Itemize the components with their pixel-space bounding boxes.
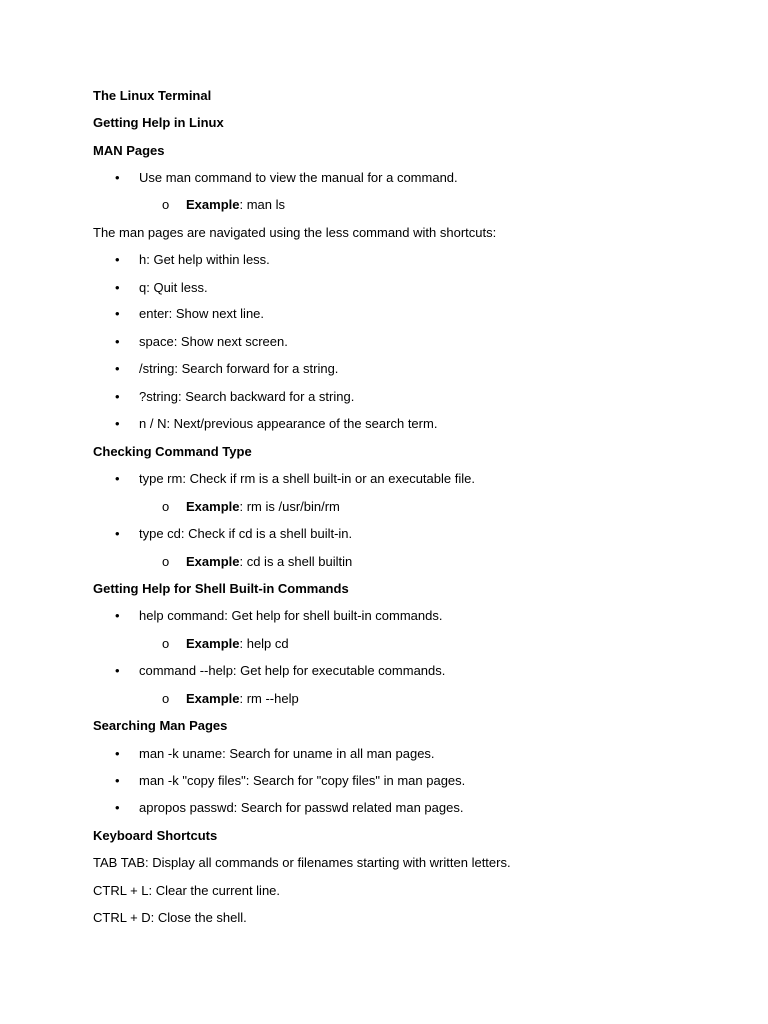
section-heading-search: Searching Man Pages	[93, 718, 228, 733]
list-item-text: q: Quit less.	[139, 280, 208, 295]
section-heading-builtin: Getting Help for Shell Built-in Commands	[93, 581, 349, 596]
list-item-text: Use man command to view the manual for a command.	[139, 170, 458, 185]
bullet-icon: •	[115, 471, 120, 486]
example-label: Example	[186, 691, 240, 706]
list-item-text: h: Get help within less.	[139, 252, 270, 267]
example-text: : cd is a shell builtin	[239, 554, 353, 569]
list-item-text: /string: Search forward for a string.	[139, 361, 339, 376]
bullet-icon: •	[115, 608, 120, 623]
bullet-icon: •	[115, 252, 120, 267]
example-label: Example	[186, 197, 240, 212]
example-text: : rm --help	[239, 691, 299, 706]
bullet-icon: •	[115, 800, 120, 815]
sub-bullet-icon: o	[162, 554, 170, 569]
section-heading-type: Checking Command Type	[93, 444, 252, 459]
list-item-text: space: Show next screen.	[139, 334, 288, 349]
section-heading-help: Getting Help in Linux	[93, 115, 224, 130]
list-item-text: command --help: Get help for executable commands.	[139, 663, 446, 678]
list-item-text: man -k uname: Search for uname in all man pages.	[139, 746, 435, 761]
bullet-icon: •	[115, 416, 120, 431]
bullet-icon: •	[115, 334, 120, 349]
example-label: Example	[186, 499, 240, 514]
list-item-text: n / N: Next/previous appearance of the search term.	[139, 416, 438, 431]
bullet-icon: •	[115, 361, 120, 376]
section-heading-keyboard: Keyboard Shortcuts	[93, 828, 218, 843]
sub-bullet-icon: o	[162, 636, 170, 651]
bullet-icon: •	[115, 663, 120, 678]
bullet-icon: •	[115, 306, 120, 321]
list-item-text: ?string: Search backward for a string.	[139, 389, 355, 404]
list-item-text: apropos passwd: Search for passwd related man pages.	[139, 800, 464, 815]
bullet-icon: •	[115, 170, 120, 185]
paragraph-shortcut: CTRL + L: Clear the current line.	[93, 883, 281, 898]
example-label: Example	[186, 636, 240, 651]
list-item-text: type cd: Check if cd is a shell built-in.	[139, 526, 353, 541]
list-item-text: man -k "copy files": Search for "copy files" in man pages.	[139, 773, 466, 788]
list-item-text: help command: Get help for shell built-in commands.	[139, 608, 443, 623]
bullet-icon: •	[115, 389, 120, 404]
example-text: : help cd	[239, 636, 289, 651]
bullet-icon: •	[115, 746, 120, 761]
bullet-icon: •	[115, 773, 120, 788]
example-text: : man ls	[239, 197, 285, 212]
list-item-text: type rm: Check if rm is a shell built-in or an executable file.	[139, 471, 475, 486]
bullet-icon: •	[115, 526, 120, 541]
section-heading-man: MAN Pages	[93, 143, 165, 158]
example-text: : rm is /usr/bin/rm	[239, 499, 340, 514]
document-title: The Linux Terminal	[93, 88, 212, 103]
paragraph-less-intro: The man pages are navigated using the less command with shortcuts:	[93, 225, 497, 240]
example-label: Example	[186, 554, 240, 569]
sub-bullet-icon: o	[162, 691, 170, 706]
sub-bullet-icon: o	[162, 197, 170, 212]
sub-bullet-icon: o	[162, 499, 170, 514]
paragraph-shortcut: TAB TAB: Display all commands or filenames starting with written letters.	[93, 855, 511, 870]
bullet-icon: •	[115, 280, 120, 295]
list-item-text: enter: Show next line.	[139, 306, 265, 321]
paragraph-shortcut: CTRL + D: Close the shell.	[93, 910, 247, 925]
